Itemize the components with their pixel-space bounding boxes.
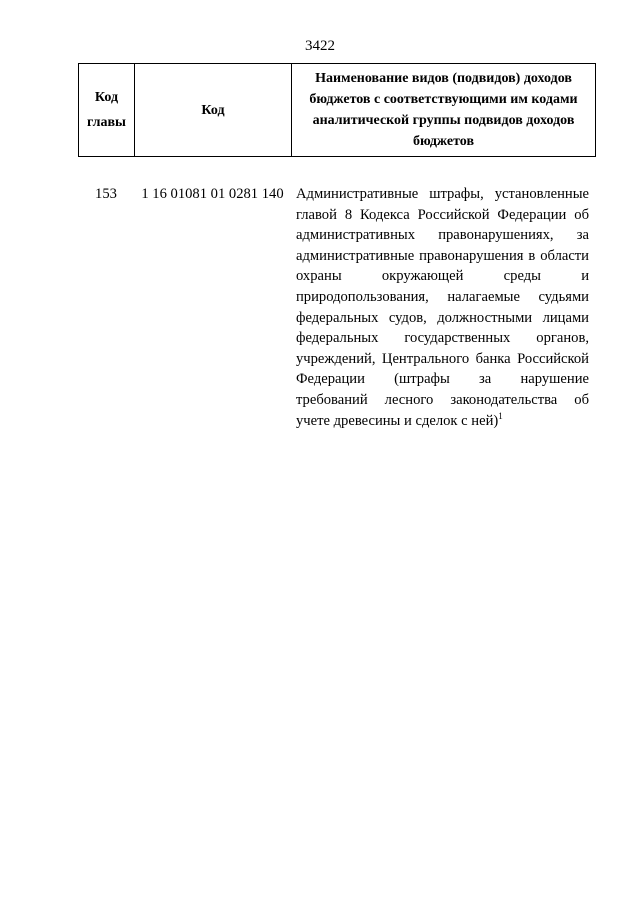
row-name-line: Федерации (штрафы за нарушение xyxy=(296,371,589,388)
row-chapter-code: 153 xyxy=(95,186,117,202)
header-row xyxy=(79,64,596,157)
row-name-line: учреждений, Центрального банка Российской xyxy=(296,350,589,367)
row-name-line: требований лесного законодательства об xyxy=(296,391,589,408)
row-name-line: федеральных государственных органов, xyxy=(296,330,589,347)
row-name-last-text: учете древесины и сделок с ней) xyxy=(296,412,499,429)
row-code: 1 16 01081 01 0281 140 xyxy=(141,186,284,202)
table-header xyxy=(78,63,596,157)
row-name-line: главой 8 Кодекса Российской Федерации об xyxy=(296,206,589,223)
page-number: 3422 xyxy=(305,38,335,54)
row-name-last-line xyxy=(296,411,589,432)
row-name xyxy=(296,184,589,431)
row-name-line: федеральных судов, должностными лицами xyxy=(296,309,589,326)
row-name-line: административных правонарушениях, за xyxy=(296,227,589,244)
row-name-line: охраны окружающей среды и xyxy=(296,268,589,285)
footnote-mark[interactable]: 1 xyxy=(498,410,503,421)
header-chapter-code: Код главы xyxy=(79,64,135,157)
header-name: Наименование видов (подвидов) доходов бюджетов с соответствующими им кодами аналитической группы подвидов доходов бюджетов xyxy=(292,64,596,157)
row-name-line: административные правонарушения в области xyxy=(296,247,589,264)
row-name-line: природопользования, налагаемые судьями xyxy=(296,288,589,305)
header-code: Код xyxy=(135,64,292,157)
row-name-line: Административные штрафы, установленные xyxy=(296,186,589,202)
